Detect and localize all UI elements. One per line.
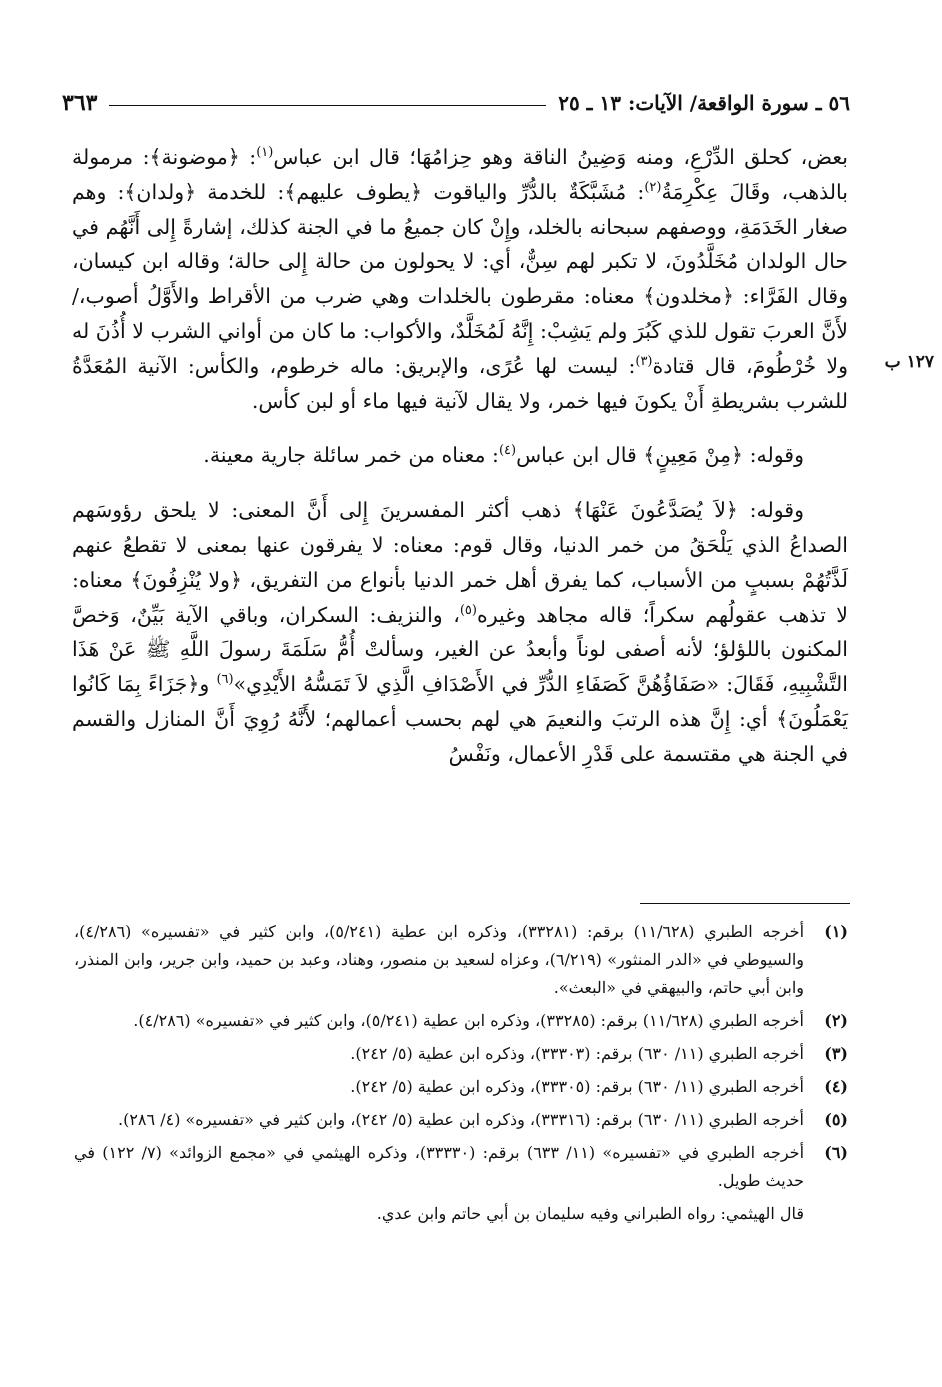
- running-header-title: ٥٦ ـ سورة الواقعة/ الآيات: ١٣ ـ ٢٥: [558, 91, 850, 115]
- footnote-item: [74, 1040, 848, 1068]
- footnote-reference[interactable]: (٤): [498, 443, 517, 459]
- footnote-text: أخرجه الطبري (١١/ ٦٣٠) برقم: (٣٣٣١٦)، وذكره ابن عطية (٥/ ٢٤٢)، وابن كثير في «تفسيره» (٤/ ٢٨٦).: [118, 1110, 804, 1129]
- footnote-text: أخرجه الطبري (١١/٦٢٨) برقم: (٣٣٢٨٥)، وذكره ابن عطية (٥/٢٤١)، وابن كثير في «تفسيره» (٤/٢٨٦).: [133, 1011, 804, 1030]
- footnote-reference[interactable]: (٣): [635, 353, 653, 369]
- footnote-reference[interactable]: (٢): [644, 179, 662, 195]
- paragraph-text: : ليست لها عُرًى، والإبريق: ماله خرطوم، والكأس: الآنية المُعَدَّةُ للشرب بشريطةِ أَنْ يكونَ فيها خمر، ولا يقال لآنية فيها ماء أو لبن كأس.: [72, 353, 848, 413]
- footnote-reference[interactable]: (٥): [459, 602, 477, 618]
- page-number: ٣٦٣: [62, 90, 98, 116]
- paragraph-text: وقوله: ﴿لاَ يُصَدَّعُونَ عَنْهَا﴾ ذهب أكثر المفسرينَ إِلى أَنَّ المعنى: لا يلحق رؤوسَهم الصداعُ الذي يَلْحَقُ من خمر الدنيا، وقال قوم: معناه: لا يفرقون عنها بمعنى لا تقطعُ عنهم لَذَّتُهُمْ بسببٍ من الأسباب، كما يفرق أهل خمر الدنيا بأنواع من التفريق، ﴿ولا يُنْزِفُونَ﴾ معناه: لا تذهب عقولُهم سكراً؛ قاله مجاهد وغيره: [72, 498, 848, 627]
- paragraph: [72, 493, 848, 771]
- footnote-number: (٤): [824, 1077, 848, 1096]
- margin-manuscript-note: ١٢٧ ب: [884, 352, 934, 372]
- footnote-number: (٢): [824, 1011, 848, 1030]
- paragraph-text: وقوله: ﴿مِنْ مَعِينٍ﴾ قال ابن عباس: [516, 443, 804, 468]
- footnote-separator: [640, 903, 850, 904]
- paragraph-text: و﴿جَزَاءً بِمَا كَانُوا يَعْمَلُونَ﴾ أي: إِنَّ هذه الرتبَ والنعيمَ هي لهم بحسب أعمالهم؛ لأَنَّهُ رُوِيَ أَنَّ المنازل والقسم في الجنة هي مقتسمة على قَدْرِ الأعمال، ونَفْسُ: [72, 672, 848, 766]
- footnote-number: (١): [824, 922, 848, 941]
- footnote-item: [74, 1106, 848, 1134]
- footnote-text: أخرجه الطبري (١١/ ٦٣٠) برقم: (٣٣٣٠٥)، وذكره ابن عطية (٥/ ٢٤٢).: [350, 1077, 804, 1096]
- main-text: [72, 140, 848, 772]
- footnote-continuation: قال الهيثمي: رواه الطبراني وفيه سليمان بن أبي حاتم وابن عدي.: [376, 1204, 804, 1223]
- footnote-item: [74, 918, 848, 1002]
- footnote-text: أخرجه الطبري (١١/ ٦٣٠) برقم: (٣٣٣٠٣)، وذكره ابن عطية (٥/ ٢٤٢).: [350, 1044, 804, 1063]
- footnotes: [74, 918, 848, 1228]
- footnote-number: (٦): [824, 1143, 848, 1162]
- paragraph-text: : ﴿موضونة﴾: مرمولة بالذهب، وقَالَ عِكْرِمَةُ: [72, 145, 848, 204]
- footnote-reference[interactable]: (٦): [216, 672, 234, 688]
- footnote-text: أخرجه الطبري (١١/٦٢٨) برقم: (٣٣٢٨١)، وذكره ابن عطية (٥/٢٤١)، وابن كثير في «تفسيره» (٤/٢٨٦)، والسيوطي في «الدر المنثور» (٦/٢١٩)، وعزاه لسعيد بن منصور، وهناد، وعبد بن حميد، وابن جرير، وابن المنذر، وابن أبي حاتم، والبيهقي في «البعث».: [74, 922, 805, 997]
- running-header: [62, 86, 850, 120]
- paragraph-text: : معناه من خمر سائلة جارية معينة.: [203, 443, 499, 468]
- footnote-number: (٥): [824, 1110, 848, 1129]
- paragraph-text: ، والنزيف: السكران، وباقي الآية بَيِّنٌ، وَخصَّ المكنون باللؤلؤ؛ لأنه أصفى لوناً وأبعدُ عن الغير، وسألتْ أُمُّ سَلَمَةَ رسولَ اللَّهِ ﷺ عَنْ هَذَا التَّشْبِيهِ، فَقَالَ: «صَفَاؤُهُنَّ كَصَفَاءِ الدُّرِّ في الأَصْدَافِ الَّذِي لاَ تَمَسُّهُ الأَيْدِي»: [72, 602, 848, 697]
- header-rule: [109, 105, 546, 106]
- footnote-item: [74, 1007, 848, 1035]
- paragraph-text: بعض، كحلق الدِّرْعِ، ومنه وَضِينُ الناقة وهو حِزامُهَا؛ قال ابن عباس: [273, 145, 848, 169]
- footnote-number: (٣): [824, 1044, 848, 1063]
- footnote-item: [74, 1073, 848, 1101]
- paragraph: [72, 140, 848, 418]
- footnote-reference[interactable]: (١): [256, 145, 274, 161]
- paragraph-text: : مُشَبَّكَةٌ بالدُّرِّ والياقوت ﴿يطوف عليهم﴾: للخدمة ﴿ولدان﴾: وهم صغار الخَدَمَةِ، ووصفهم سبحانه بالخلد، وإِنْ كان جميعُ ما في الجنة كذلك، إشارةً إِلى أَنَّهُم في حال الولدان مُخَلَّدُونَ، لا تكبر لهم سِنٌّ، أي: لا يحولون من حالة إِلى حالة؛ وقاله ابن كيسان، وقال الفَرَّاء: ﴿مخلدون﴾ معناه: مقرطون بالخلدات وهي ضرب من الأقراط والأَوَّلُ أصوب،/ لأَنَّ العربَ تقول للذي كَبُرَ ولم يَشِبْ: إِنَّهُ لَمُخَلَّدٌ، والأكواب: ما كان من أواني الشرب لا أُذُنَ له ولا خُرْطُومَ، قال قتادة: [72, 179, 848, 378]
- footnote-text: أخرجه الطبري في «تفسيره» (١١/ ٦٣٣) برقم: (٣٣٣٣٠)، وذكره الهيثمي في «مجمع الزوائد» (٧/ ١٢٢) في حديث طويل.: [74, 1143, 805, 1190]
- footnote-item: [74, 1139, 848, 1195]
- paragraph: [72, 438, 848, 473]
